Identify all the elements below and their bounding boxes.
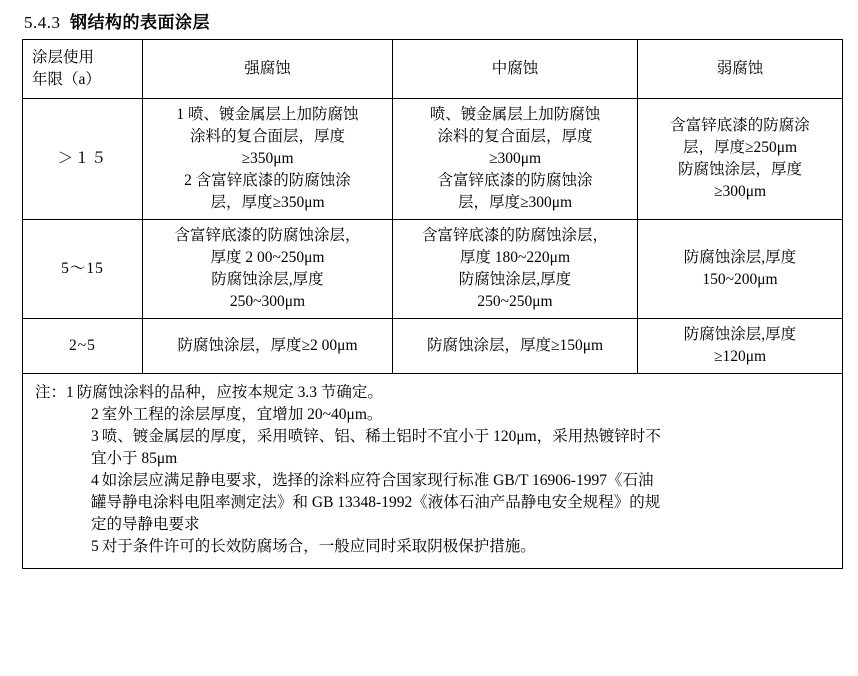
section-number: 5.4.3 (24, 13, 61, 32)
cell-medium (393, 220, 638, 319)
cell-line: 防腐蚀涂层,厚度 (458, 271, 572, 288)
header-line-1: 涂层使用 (32, 49, 95, 66)
cell-line: ≥120μm (713, 348, 767, 365)
cell-line: 含富锌底漆的防腐涂 (670, 117, 810, 134)
table-header-row (23, 40, 843, 99)
cell-year: 2~5 (23, 319, 143, 374)
cell-line: 层，厚度≥250μm (682, 139, 798, 156)
cell-strong (143, 220, 393, 319)
coating-table (22, 39, 843, 569)
page-title (24, 8, 848, 33)
cell-line: 厚度 2 00~250μm (210, 249, 325, 266)
cell-weak (638, 99, 843, 220)
table-header-cell-strong: 强腐蚀 (143, 40, 393, 99)
note-text: 室外工程的涂层厚度，宜增加 20~40μm。 (101, 406, 383, 423)
cell-line: 层，厚度≥300μm (457, 194, 573, 211)
header-line-2: 年限（a） (32, 71, 101, 88)
cell-weak (638, 220, 843, 319)
cell-line: 层，厚度≥350μm (210, 194, 325, 211)
section-title-text: 钢结构的表面涂层 (70, 13, 210, 32)
note-text: 如涂层应满足静电要求，选择的涂料应符合国家现行标准 GB/T 16906-1997《石油 (101, 472, 654, 489)
note-text: 喷、镀金属层的厚度，采用喷锌、铝、稀土铝时不宜小于 120μm，采用热镀锌时不 (101, 428, 661, 445)
cell-line: 防腐蚀涂层，厚度≥150μm (426, 337, 604, 354)
cell-line: 厚度 180~220μm (459, 249, 571, 266)
note-number: 3 (91, 428, 99, 445)
note-item (35, 470, 832, 492)
note-continuation (35, 492, 832, 514)
cell-line: 含富锌底漆的防腐蚀涂层， (174, 227, 361, 244)
note-item (35, 404, 832, 426)
cell-line: 150~200μm (702, 271, 778, 288)
cell-medium (393, 319, 638, 374)
cell-strong (143, 319, 393, 374)
note-number: 4 (91, 472, 99, 489)
cell-line: 1 喷、镀金属层上加防腐蚀 (176, 106, 359, 123)
note-number: 5 (91, 538, 99, 555)
cell-line: ≥300μm (713, 183, 767, 200)
table-header-cell-usage-years (23, 40, 143, 99)
cell-line: 涂料的复合面层，厚度 (189, 128, 345, 145)
cell-line: 涂料的复合面层，厚度 (437, 128, 593, 145)
cell-line: 含富锌底漆的防腐蚀涂层， (421, 227, 608, 244)
cell-strong (143, 99, 393, 220)
cell-line: 含富锌底漆的防腐蚀涂 (437, 172, 593, 189)
table-notes-row (23, 374, 843, 569)
note-text: 防腐蚀涂料的品种，应按本规定 3.3 节确定。 (76, 384, 383, 401)
cell-line: 250~250μm (477, 293, 553, 310)
note-number: 1 (66, 384, 74, 401)
cell-year: ＞１５ (23, 99, 143, 220)
cell-line: 防腐蚀涂层,厚度 (683, 249, 797, 266)
note-continuation (35, 448, 832, 470)
cell-line: 250~300μm (229, 293, 306, 310)
cell-line: 防腐蚀涂层,厚度 (683, 326, 797, 343)
cell-weak (638, 319, 843, 374)
note-item (35, 426, 832, 448)
cell-line: 喷、镀金属层上加防腐蚀 (429, 106, 601, 123)
note-text: 罐导静电涂料电阻率测定法》和 GB 13348-1992《液体石油产品静电安全规程》的规 (91, 494, 661, 511)
cell-line: ≥350μm (241, 150, 294, 167)
note-number: 2 (91, 406, 99, 423)
cell-line: 2 含富锌底漆的防腐蚀涂 (184, 172, 351, 189)
table-header-cell-medium: 中腐蚀 (393, 40, 638, 99)
notes-label: 注： (35, 384, 67, 401)
cell-line: 防腐蚀涂层，厚度≥2 00μm (177, 337, 358, 354)
cell-line: 防腐蚀涂层,厚度 (211, 271, 324, 288)
table-notes (23, 374, 843, 569)
note-continuation (35, 514, 832, 536)
cell-year: 5～15 (23, 220, 143, 319)
cell-line: 防腐蚀涂层，厚度 (677, 161, 802, 178)
table-row (23, 99, 843, 220)
cell-line: ≥300μm (488, 150, 542, 167)
table-header-cell-weak: 弱腐蚀 (638, 40, 843, 99)
note-text: 对于条件许可的长效防腐场合，一般应同时采取阴极保护措施。 (101, 538, 536, 555)
table-row (23, 220, 843, 319)
table-row (23, 319, 843, 374)
cell-medium (393, 99, 638, 220)
note-item (35, 382, 832, 404)
note-item (35, 536, 832, 558)
note-text: 定的导静电要求 (91, 516, 200, 533)
note-text: 宜小于 85μm (91, 450, 178, 467)
